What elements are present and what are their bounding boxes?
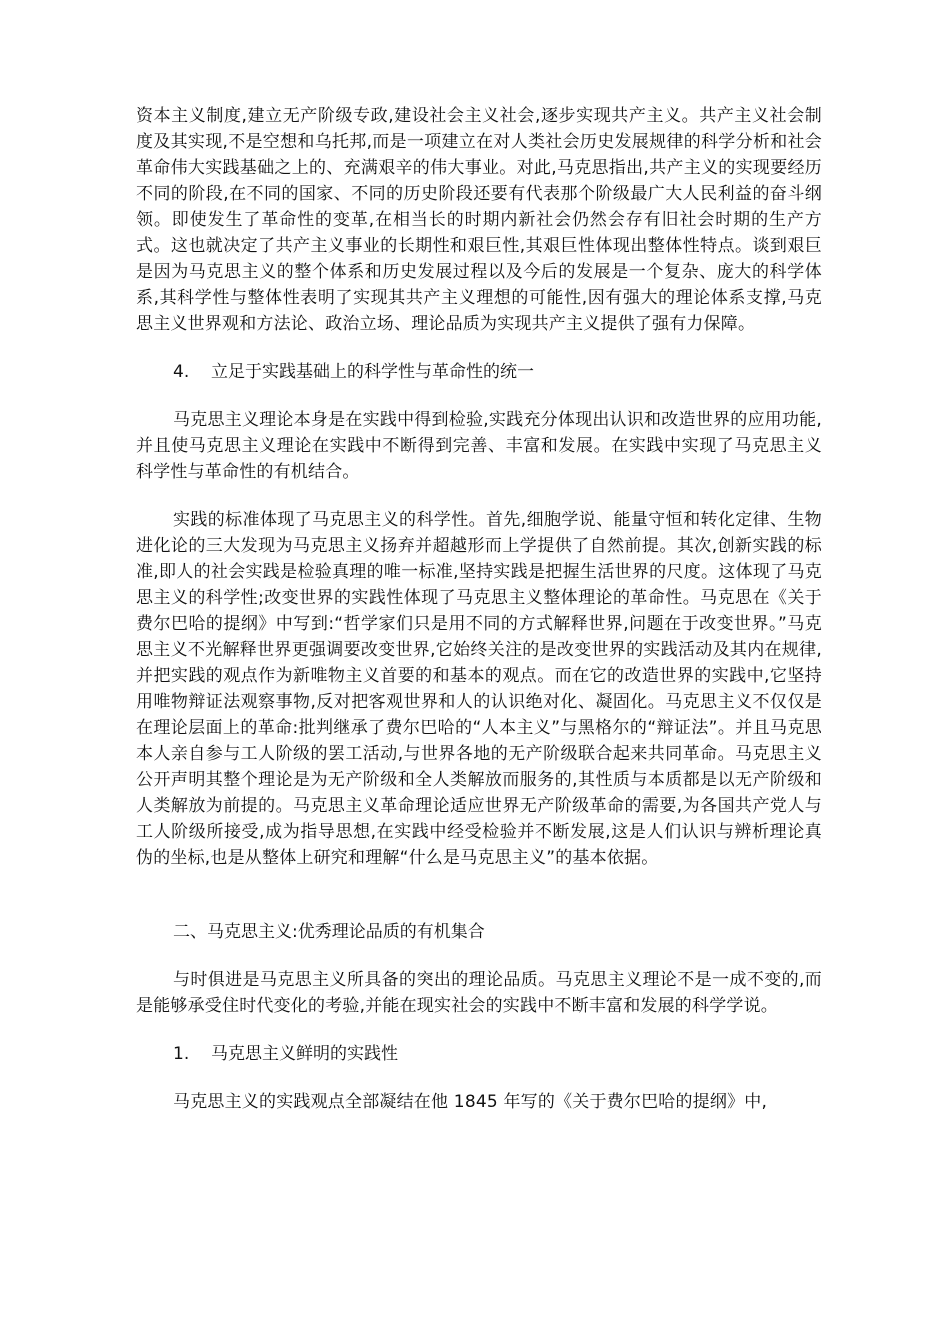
heading-text: 二、马克思主义:优秀理论品质的有机集合: [173, 922, 485, 942]
section-heading-4: [136, 359, 822, 385]
heading-text: 马克思主义鲜明的实践性: [211, 1044, 398, 1064]
paragraph-communism-realization: 资本主义制度,建立无产阶级专政,建设社会主义社会,逐步实现共产主义。共产主义社会制度及其实现,不是空想和乌托邦,而是一项建立在对人类社会历史发展规律的科学分析和社会革命伟大实践基础之上的、充满艰辛的伟大事业。对此,马克思指出,共产主义的实现要经历不同的阶段,在不同的国家、不同的历史阶段还要有代表那个阶级最广大人民利益的奋斗纲领。即使发生了革命性的变革,在相当长的时期内新社会仍然会存有旧社会时期的生产方式。这也就决定了共产主义事业的长期性和艰巨性,其艰巨性体现出整体性特点。谈到艰巨是因为马克思主义的整个体系和历史发展过程以及今后的发展是一个复杂、庞大的科学体系,其科学性与整体性表明了实现其共产主义理想的可能性,因有强大的理论体系支撑,马克思主义世界观和方法论、政治立场、理论品质为实现共产主义提供了强有力保障。: [136, 106, 822, 334]
paragraph-keeping-pace: 与时俱进是马克思主义所具备的突出的理论品质。马克思主义理论不是一成不变的,而是能够承受住时代变化的考验,并能在现实社会的实践中不断丰富和发展的科学学说。: [136, 970, 822, 1016]
heading-text: 立足于实践基础上的科学性与革命性的统一: [211, 362, 534, 382]
section-heading-1: [136, 1041, 822, 1067]
document-body: [136, 103, 822, 1115]
paragraph-practice-standard: 实践的标准体现了马克思主义的科学性。首先,细胞学说、能量守恒和转化定律、生物进化论的三大发现为马克思主义扬弃并超越形而上学提供了自然前提。其次,创新实践的标准,即人的社会实践是检验真理的唯一标准,坚持实践是把握生活世界的尺度。这体现了马克思主义的科学性;改变世界的实践性体现了马克思主义整体理论的革命性。马克思在《关于费尔巴哈的提纲》中写到:“哲学家们只是用不同的方式解释世界,问题在于改变世界。”马克思主义不光解释世界更强调要改变世界,它始终关注的是改变世界的实践活动及其内在规律,并把实践的观点作为新唯物主义首要的和基本的观点。而在它的改造世界的实践中,它坚持用唯物辩证法观察事物,反对把客观世界和人的认识绝对化、凝固化。马克思主义不仅仅是在理论层面上的革命:批判继承了费尔巴哈的“人本主义”与黑格尔的“辩证法”。并且马克思本人亲自参与工人阶级的罢工活动,与世界各地的无产阶级联合起来共同革命。马克思主义公开声明其整个理论是为无产阶级和全人类解放而服务的,其性质与本质都是以无产阶级和人类解放为前提的。马克思主义革命理论适应世界无产阶级革命的需要,为各国共产党人与工人阶级所接受,成为指导思想,在实践中经受检验并不断发展,这是人们认识与辨析理论真伪的坐标,也是从整体上研究和理解“什么是马克思主义”的基本依据。: [136, 510, 822, 868]
paragraph-practice-verification: 马克思主义理论本身是在实践中得到检验,实践充分体现出认识和改造世界的应用功能,并且使马克思主义理论在实践中不断得到完善、丰富和发展。在实践中实现了马克思主义科学性与革命性的有机结合。: [136, 410, 822, 482]
section-heading-two: [136, 919, 822, 945]
paragraph-practice-viewpoint: 马克思主义的实践观点全部凝结在他 1845 年写的《关于费尔巴哈的提纲》中,: [173, 1092, 768, 1112]
heading-number: 1.: [173, 1044, 190, 1064]
heading-number: 4.: [173, 362, 190, 382]
